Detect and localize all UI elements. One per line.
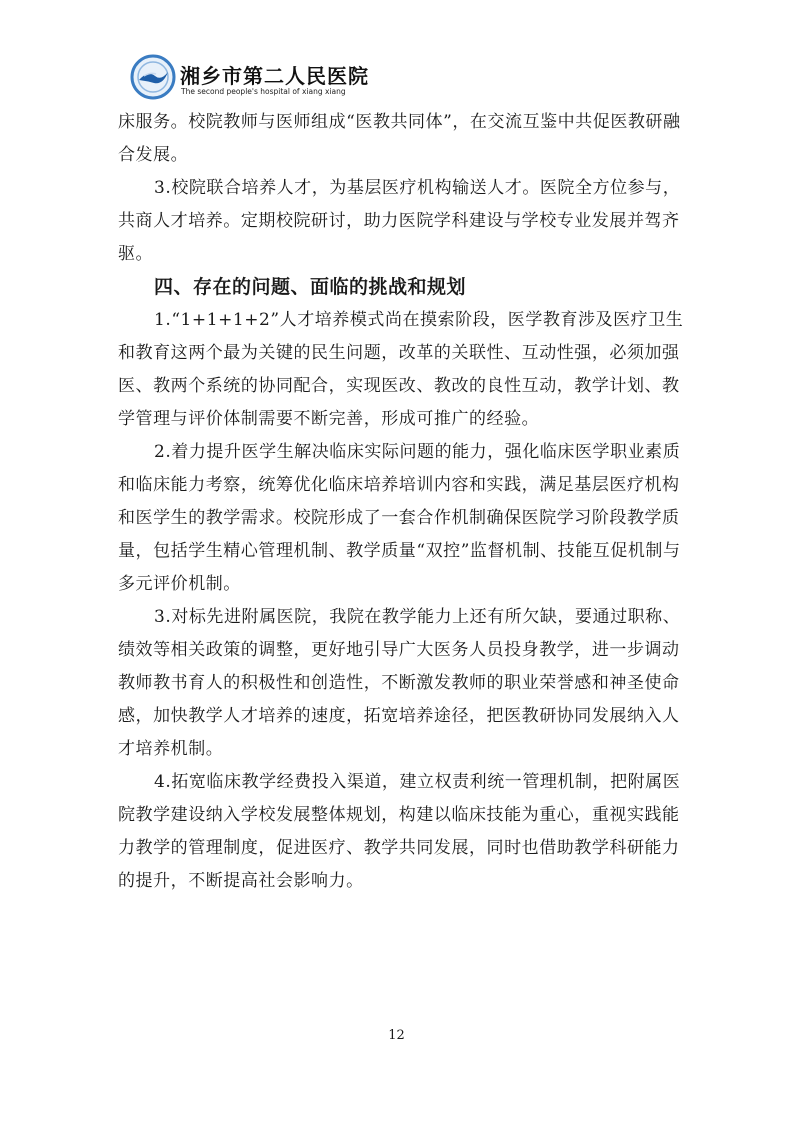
page-body xyxy=(118,106,686,898)
list-item: 3.对标先进附属医院，我院在教学能力上还有所欠缺，要通过职称、绩效等相关政策的调整，更好地引导广大医务人员投身教学，进一步调动教师教书育人的积极性和创造性，不断激发教师的职业荣誉感和神圣使命感，加快教学人才培养的速度，拓宽培养途径，把医教研协同发展纳入人才培养机制。 xyxy=(118,607,681,759)
paragraph-continued: 床服务。校院教师与医师组成“医教共同体”，在交流互鉴中共促医教研融合发展。 xyxy=(118,112,681,165)
section-heading: 四、存在的问题、面临的挑战和规划 xyxy=(154,276,467,298)
list-item: 1.“1+1+1+2”人才培养模式尚在摸索阶段，医学教育涉及医疗卫生和教育这两个最为关键的民生问题，改革的关联性、互动性强，必须加强医、教两个系统的协同配合，实现医改、教改的良性互动，教学计划、教学管理与评价体制需要不断完善，形成可推广的经验。 xyxy=(118,310,684,429)
list-item: 2.着力提升医学生解决临床实际问题的能力，强化临床医学职业素质和临床能力考察，统筹优化临床培养培训内容和实践，满足基层医疗机构和医学生的教学需求。校院形成了一套合作机制确保医院学习阶段教学质量，包括学生精心管理机制、教学质量“双控”监督机制、技能互促机制与多元评价机制。 xyxy=(118,442,681,594)
paragraph-talent-training: 3.校院联合培养人才，为基层医疗机构输送人才。医院全方位参与，共商人才培养。定期校院研讨，助力医院学科建设与学校专业发展并驾齐驱。 xyxy=(118,178,681,264)
document-header xyxy=(130,54,380,104)
hospital-name: 湘乡市第二人民医院 xyxy=(180,64,369,88)
list-item: 4.拓宽临床教学经费投入渠道，建立权责利统一管理机制，把附属医院教学建设纳入学校发展整体规划，构建以临床技能为重心，重视实践能力教学的管理制度，促进医疗、教学共同发展，同时也借助教学科研能力的提升，不断提高社会影响力。 xyxy=(118,772,681,891)
page-number: 12 xyxy=(388,1028,405,1043)
hospital-logo-icon xyxy=(130,54,176,100)
hospital-name-en: The second people's hospital of xiang xiang xyxy=(181,87,346,96)
